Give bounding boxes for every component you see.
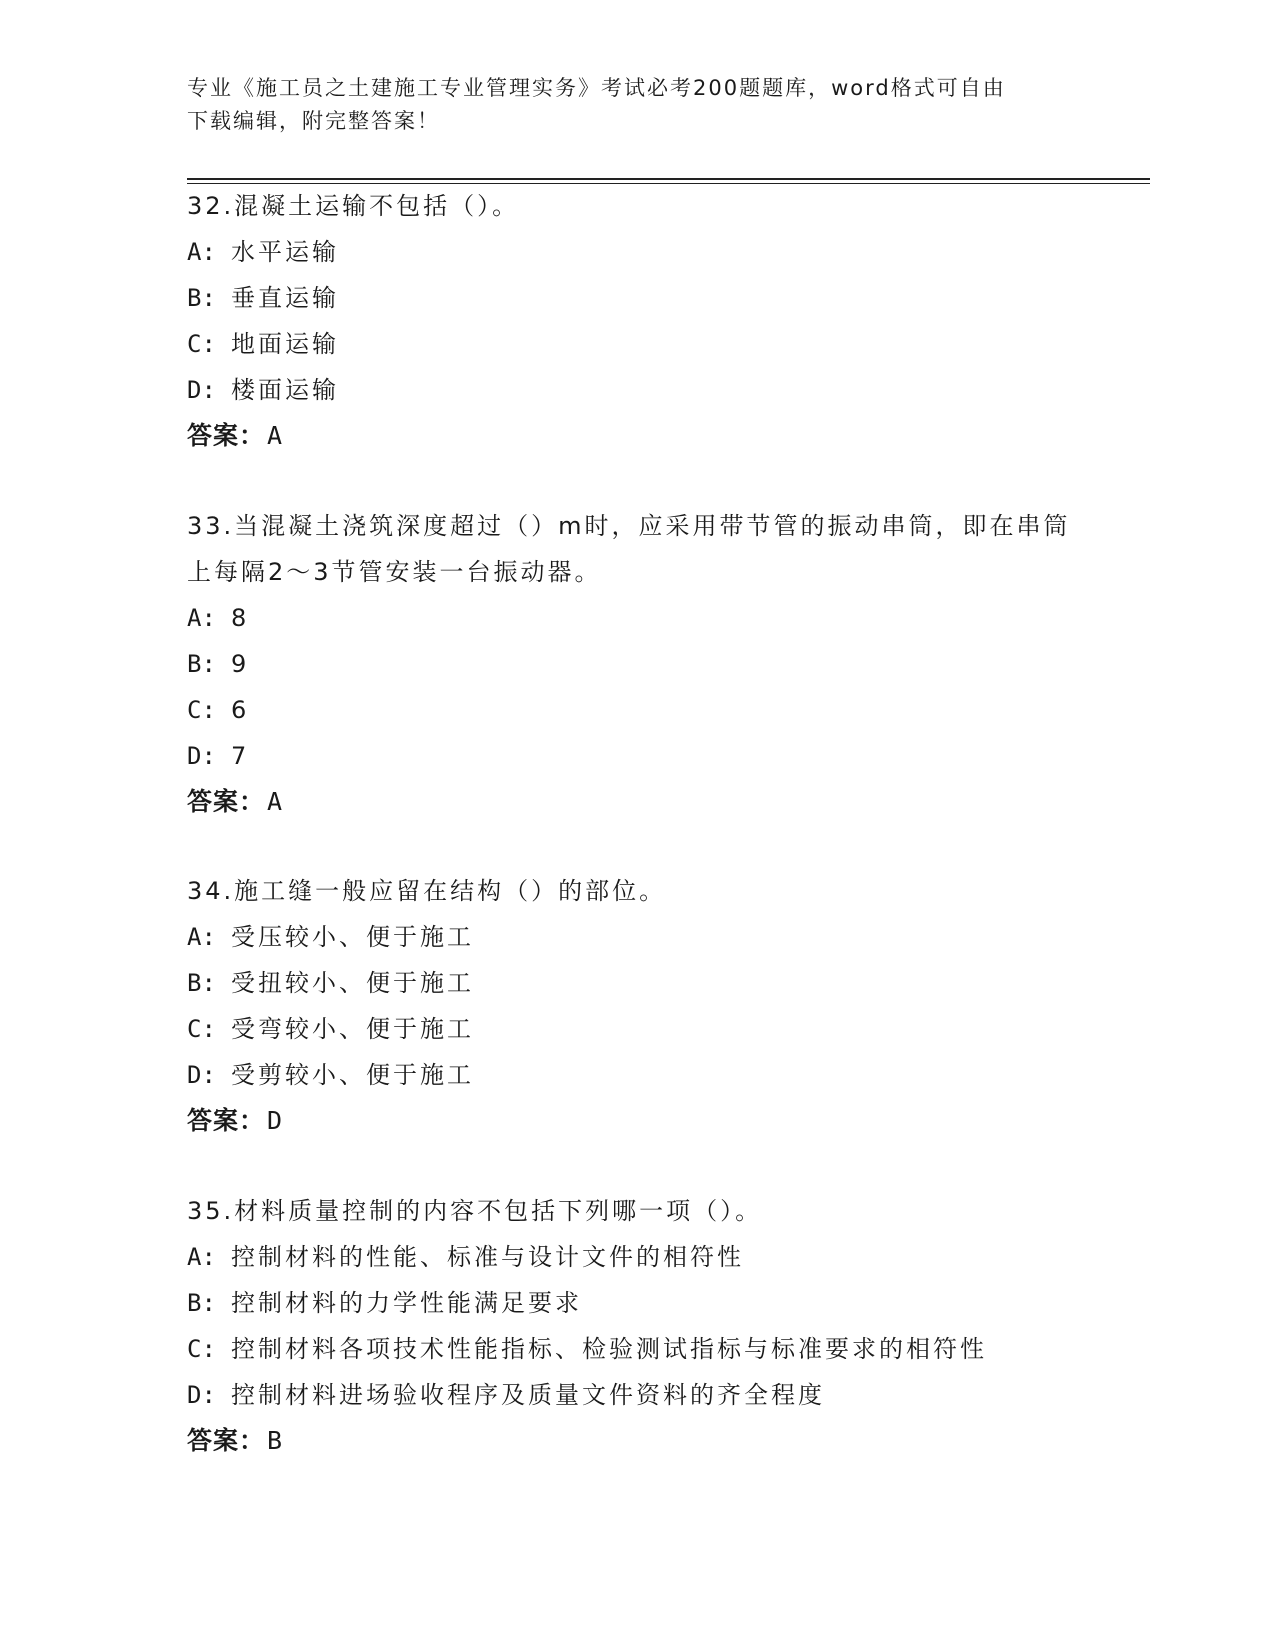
header-line-1: 专业《施工员之土建施工专业管理实务》考试必考200题题库，word格式可自由 [187,76,1006,100]
answer-line: 答案：A [187,787,284,816]
header-divider-thick [187,178,1150,180]
option-d: D: 7 [187,742,250,770]
option-a: A: 受压较小、便于施工 [187,923,474,951]
answer-value: A [267,421,284,450]
question-33 [187,503,1087,825]
answer-line: 答案：B [187,1426,284,1455]
option-b: B: 9 [187,650,250,678]
question-35 [187,1188,1087,1464]
answer-line: 答案：A [187,421,284,450]
question-stem: 33.当混凝土浇筑深度超过（）m时，应采用带节管的振动串筒，即在串筒上每隔2～3节管安装一台振动器。 [187,512,1071,586]
document-header [187,72,1067,138]
option-d: D: 控制材料进场验收程序及质量文件资料的齐全程度 [187,1381,825,1409]
option-a: A: 8 [187,604,250,632]
answer-value: B [267,1426,284,1455]
option-b: B: 控制材料的力学性能满足要求 [187,1289,582,1317]
option-c: C: 受弯较小、便于施工 [187,1015,474,1043]
question-32 [187,183,1087,459]
option-c: C: 地面运输 [187,330,339,358]
question-stem: 32.混凝土运输不包括（）。 [187,192,520,220]
option-b: B: 垂直运输 [187,284,339,312]
option-c: C: 6 [187,696,250,724]
question-stem: 34.施工缝一般应留在结构（）的部位。 [187,877,667,905]
option-d: D: 楼面运输 [187,376,339,404]
header-line-2: 下载编辑，附完整答案！ [187,109,440,133]
option-b: B: 受扭较小、便于施工 [187,969,474,997]
option-a: A: 控制材料的性能、标准与设计文件的相符性 [187,1243,744,1271]
option-a: A: 水平运输 [187,238,339,266]
answer-value: A [267,787,284,816]
option-c: C: 控制材料各项技术性能指标、检验测试指标与标准要求的相符性 [187,1335,987,1363]
question-stem: 35.材料质量控制的内容不包括下列哪一项（）。 [187,1197,763,1225]
answer-line: 答案：D [187,1106,284,1135]
question-34 [187,868,1087,1144]
answer-value: D [267,1106,284,1135]
option-d: D: 受剪较小、便于施工 [187,1061,474,1089]
